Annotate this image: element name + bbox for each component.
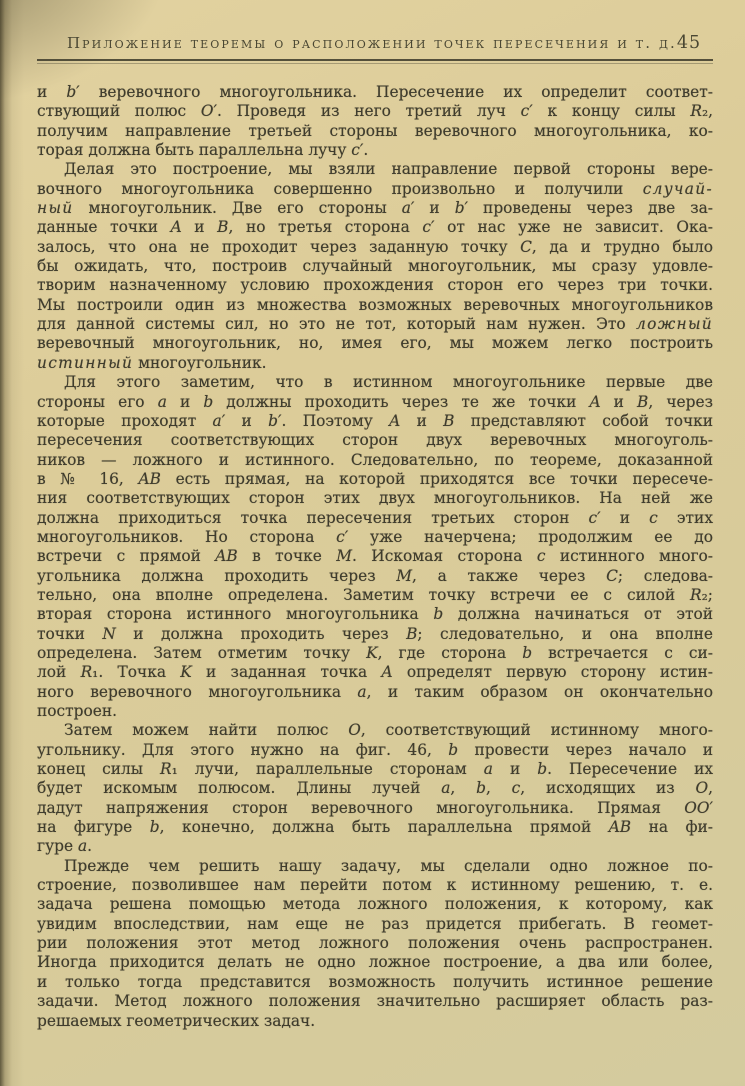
- text-line: построен.: [37, 702, 118, 720]
- paragraph: [37, 160, 713, 373]
- text-line: решаемых геометрических задач.: [37, 1011, 316, 1030]
- text-line: гуре a.: [37, 837, 93, 856]
- text-line: лой R₁. Точка K и заданная точка A определят первую сторону истин-: [37, 663, 713, 682]
- text-line: стороны его a и b должны проходить через те же точки A и B, через: [37, 392, 713, 411]
- text-line: вторая сторона истинного многоугольника b должна начинаться от этой: [37, 605, 713, 624]
- text-line: строение, позволившее нам перейти потом к истинному решению, т. е.: [37, 876, 713, 895]
- text-line: для данной системы сил, но это не тот, который нам нужен. Это ложный: [37, 315, 713, 334]
- text-line: получим направление третьей стороны веревочного многоугольника, ко-: [37, 121, 713, 140]
- text-line: определена. Затем отметим точку K, где сторона b встречается с си-: [37, 643, 714, 662]
- text-line: Прежде чем решить нашу задачу, мы сделали одно ложное по-: [64, 856, 713, 875]
- text-line: бы ожидать, что, построив случайный многоугольник, мы сразу удовле-: [37, 257, 713, 276]
- text-line: увидим впоследствии, нам еще не раз придется прибегать. В геомет-: [37, 914, 713, 933]
- text-line: Затем можем найти полюс O, соответствующий истинному много-: [64, 721, 713, 740]
- text-line: залось, что она не проходит через заданную точку C, да и трудно было: [37, 237, 713, 256]
- text-line: пересечения соответствующих сторон двух веревочных многоуголь-: [37, 431, 713, 450]
- text-line: в № 16, AB есть прямая, на которой приходятся все точки пересече-: [37, 469, 713, 488]
- text-line: встречи с прямой AB в точке M. Искомая сторона c истинного много-: [37, 547, 713, 566]
- header-rule: [37, 59, 713, 64]
- text-line: Иногда приходится делать не одно ложное построение, а два или более,: [37, 953, 713, 972]
- text-line: конец силы R₁ лучи, параллельные сторонам a и b. Пересечение их: [37, 760, 714, 779]
- text-line: вочного многоугольника совершенно произвольно и получили случай-: [37, 179, 713, 198]
- page-header: [37, 33, 713, 53]
- text-line: ников — ложного и истинного. Следовательно, по теореме, доказанной: [37, 450, 713, 469]
- running-title: Приложение теоремы о расположении точек пересечения и т. д.: [67, 34, 677, 52]
- text-line: угольника должна проходить через M, а также через C; следова-: [37, 566, 713, 585]
- text-line: дадут напряжения сторон веревочного многоугольника. Прямая OO′: [37, 798, 713, 817]
- text-line: многоугольников. Но сторона c′ уже начерчена; продолжим ее до: [37, 527, 714, 546]
- text-line: Мы построили один из множества возможных веревочных многоугольников: [37, 295, 713, 314]
- text-line: точки N и должна проходить через B; следовательно, и она вполне: [37, 624, 714, 643]
- text-line: тельно, она вполне определена. Заметим точку встречи ее с силой R₂;: [37, 585, 713, 604]
- text-line: задача решена помощью метода ложного положения, к которому, как: [37, 895, 713, 914]
- text-line: ный многоугольник. Две его стороны a′ и b′ проведены через две за-: [37, 199, 714, 218]
- text-body: [37, 83, 713, 1031]
- text-line: веревочный многоугольник, но, имея его, мы можем легко построить: [37, 334, 713, 353]
- text-line: торая должна быть параллельна лучу c′.: [37, 141, 369, 160]
- text-line: ния соответствующих сторон этих двух многоугольников. На ней же: [37, 489, 713, 508]
- text-line: угольнику. Для этого нужно на фиг. 46, b провести через начало и: [37, 740, 714, 759]
- text-line: ствующий полюс O′. Проведя из него третий луч c′ к концу силы R₂,: [37, 102, 713, 121]
- paragraph: [37, 721, 713, 856]
- text-line: ного веревочного многоугольника a, и таким образом он окончательно: [37, 682, 713, 701]
- text-line: данные точки A и B, но третья сторона c′ от нас уже не зависит. Ока-: [37, 218, 713, 237]
- text-line: должна приходиться точка пересечения третьих сторон c′ и c этих: [37, 508, 713, 527]
- text-line: творим назначенному условию прохождения сторон его через три точки.: [37, 276, 713, 295]
- text-line: будет искомым полюсом. Длины лучей a, b, c, исходящих из O,: [37, 779, 713, 798]
- text-line: рии положения этот метод ложного положения очень распространен.: [37, 934, 713, 953]
- text-line: и только тогда представится возможность получить истинное решение: [37, 972, 713, 991]
- paragraph: [37, 373, 713, 721]
- paragraph: [37, 83, 713, 160]
- text-line: истинный многоугольник.: [37, 353, 267, 372]
- page-number: 45: [676, 33, 702, 53]
- text-line: задачи. Метод ложного положения значительно расширяет область раз-: [37, 992, 713, 1011]
- text-line: которые проходят a′ и b′. Поэтому A и B представляют собой точки: [37, 411, 714, 430]
- text-line: и b′ веревочного многоугольника. Пересечение их определит соответ-: [37, 83, 714, 101]
- text-line: Делая это построение, мы взяли направление первой стороны вере-: [64, 160, 713, 179]
- text-line: Для этого заметим, что в истинном многоугольнике первые две: [64, 373, 713, 392]
- paragraph: [37, 857, 713, 1031]
- text-line: на фигуре b, конечно, должна быть параллельна прямой AB на фи-: [37, 818, 713, 837]
